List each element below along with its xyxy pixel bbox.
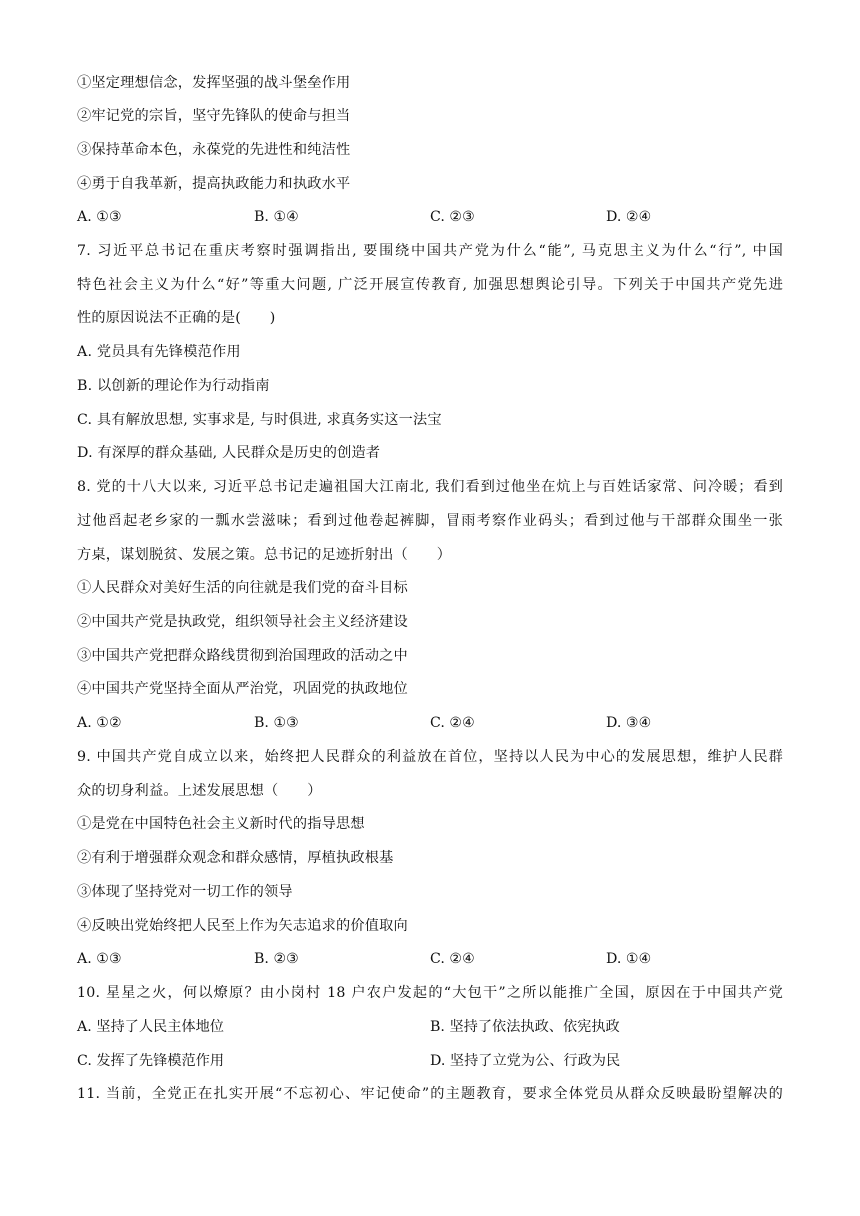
q8-statement-3: ③中国共产党把群众路线贯彻到治国理政的活动之中 [77,648,408,664]
q9-option-d: D. ①④ [606,951,652,967]
q10-option-b: B. 坚持了依法执政、依宪执政 [430,1019,620,1035]
q10-option-c: C. 发挥了先锋模范作用 [77,1053,225,1069]
q6-statement-3: ③保持革命本色，永葆党的先进性和纯洁性 [77,142,351,158]
q9-stem-line-1: 9. 中国共产党自成立以来，始终把人民群众的利益放在首位，坚持以人民为中心的发展思想，维护人民群 [77,749,783,765]
q8-option-b: B. ①③ [254,715,299,731]
q6-statement-1: ①坚定理想信念，发挥坚强的战斗堡垒作用 [77,75,351,91]
q10-option-d: D. 坚持了立党为公、行政为民 [430,1053,621,1069]
q8-option-d: D. ③④ [606,715,652,731]
q8-option-c: C. ②④ [430,715,475,731]
q9-stem-line-2: 众的切身利益。上述发展思想（ ） [77,783,322,799]
q9-statement-3: ③体现了坚持党对一切工作的领导 [77,884,293,900]
q6-statement-2: ②牢记党的宗旨，坚守先锋队的使命与担当 [77,108,351,124]
q10-stem: 10. 星星之火，何以燎原？由小岗村 18 户农户发起的“大包干”之所以能推广全国，原因在于中国共产党 [77,985,783,1001]
q10-option-a: A. 坚持了人民主体地位 [77,1019,224,1035]
q8-option-a: A. ①② [77,715,122,731]
q8-statement-4: ④中国共产党坚持全面从严治党，巩固党的执政地位 [77,681,408,697]
q6-option-a: A. ①③ [77,209,122,225]
q6-option-d: D. ②④ [606,209,652,225]
q9-option-c: C. ②④ [430,951,475,967]
q6-statement-4: ④勇于自我革新，提高执政能力和执政水平 [77,176,351,192]
q9-statement-4: ④反映出党始终把人民至上作为矢志追求的价值取向 [77,918,408,934]
q9-option-b: B. ②③ [254,951,299,967]
q8-stem-line-2: 过他舀起老乡家的一瓢水尝滋味；看到过他卷起裤脚，冒雨考察作业码头；看到过他与干部群众围坐一张 [77,513,783,529]
q7-option-b: B. 以创新的理论作为行动指南 [77,378,270,394]
q9-option-a: A. ①③ [77,951,122,967]
q6-option-c: C. ②③ [430,209,475,225]
q9-statement-2: ②有利于增强群众观念和群众感情，厚植执政根基 [77,850,394,866]
q7-stem-line-2: 特色社会主义为什么“好”等重大问题, 广泛开展宣传教育, 加强思想舆论引导。下列关于中国共产党先进 [77,277,783,293]
q9-statement-1: ①是党在中国特色社会主义新时代的指导思想 [77,816,365,832]
q8-statement-2: ②中国共产党是执政党，组织领导社会主义经济建设 [77,614,408,630]
q7-stem-line-1: 7. 习近平总书记在重庆考察时强调指出, 要围绕中国共产党为什么“能”, 马克思主义为什么“行”, 中国 [77,243,783,259]
q7-option-c: C. 具有解放思想, 实事求是, 与时俱进, 求真务实这一法宝 [77,412,442,428]
q7-option-d: D. 有深厚的群众基础, 人民群众是历史的创造者 [77,445,381,461]
q11-stem: 11. 当前，全党正在扎实开展“不忘初心、牢记使命”的主题教育，要求全体党员从群众反映最盼望解决的 [77,1086,783,1102]
q8-statement-1: ①人民群众对美好生活的向往就是我们党的奋斗目标 [77,580,408,596]
q7-stem-line-3: 性的原因说法不正确的是( ) [77,310,276,326]
q6-option-b: B. ①④ [254,209,299,225]
q7-option-a: A. 党员具有先锋模范作用 [77,344,241,360]
q8-stem-line-1: 8. 党的十八大以来, 习近平总书记走遍祖国大江南北, 我们看到过他坐在炕上与百姓话家常、问冷暖；看到 [77,479,783,495]
q8-stem-line-3: 方桌，谋划脱贫、发展之策。总书记的足迹折射出（ ） [77,547,452,563]
